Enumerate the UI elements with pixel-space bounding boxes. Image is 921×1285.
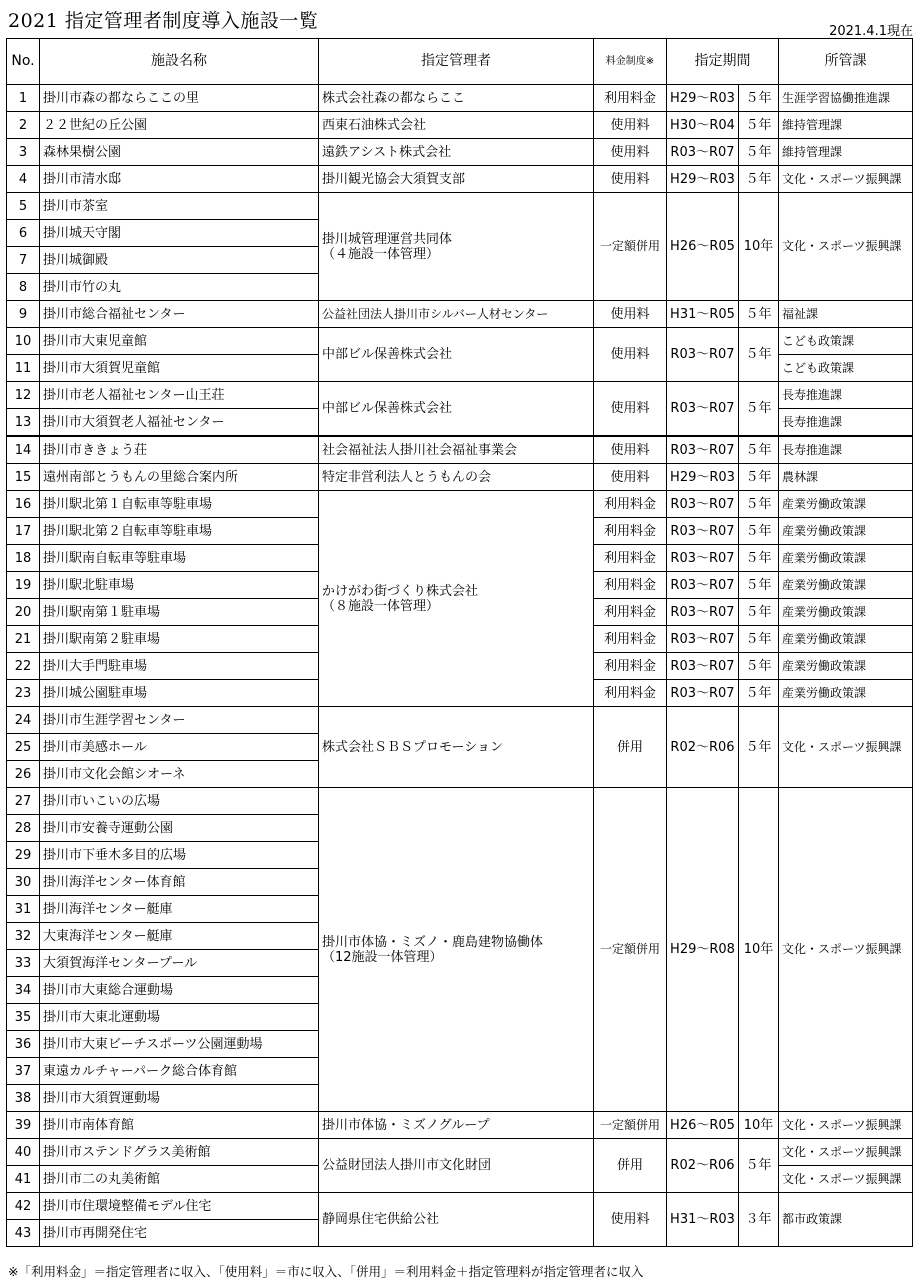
department: 福祉課 bbox=[779, 301, 913, 328]
facility-name: 掛川市森の都ならここの里 bbox=[40, 85, 319, 112]
row-no: 15 bbox=[7, 464, 40, 491]
facility-name: 掛川市下垂木多目的広場 bbox=[40, 842, 319, 869]
table-row bbox=[7, 464, 913, 491]
period-range: R03～R07 bbox=[667, 599, 739, 626]
row-no: 39 bbox=[7, 1112, 40, 1139]
period-range: R02～R06 bbox=[667, 1139, 739, 1193]
facility-name: 掛川市大須賀老人福祉センター bbox=[40, 409, 319, 437]
facility-name: 掛川駅北第１自転車等駐車場 bbox=[40, 491, 319, 518]
period-range: R03～R07 bbox=[667, 653, 739, 680]
period-years: ５年 bbox=[739, 328, 779, 382]
table-row bbox=[7, 1112, 913, 1139]
period-range: H30～R04 bbox=[667, 112, 739, 139]
fee-system: 利用料金 bbox=[594, 599, 667, 626]
period-range: R03～R07 bbox=[667, 328, 739, 382]
row-no: 27 bbox=[7, 788, 40, 815]
department: 産業労働政策課 bbox=[779, 518, 913, 545]
row-no: 1 bbox=[7, 85, 40, 112]
department: 農林課 bbox=[779, 464, 913, 491]
table-row bbox=[7, 707, 913, 734]
facility-name: 森林果樹公園 bbox=[40, 139, 319, 166]
facility-name: 掛川駅南第２駐車場 bbox=[40, 626, 319, 653]
department: 文化・スポーツ振興課 bbox=[779, 707, 913, 788]
fee-system: 使用料 bbox=[594, 166, 667, 193]
department: 長寿推進課 bbox=[779, 409, 913, 437]
row-no: 12 bbox=[7, 382, 40, 409]
manager-name: 中部ビル保善株式会社 bbox=[319, 328, 594, 382]
period-years: ５年 bbox=[739, 599, 779, 626]
row-no: 33 bbox=[7, 950, 40, 977]
row-no: 23 bbox=[7, 680, 40, 707]
period-range: H26～R05 bbox=[667, 1112, 739, 1139]
period-years: ５年 bbox=[739, 545, 779, 572]
row-no: 29 bbox=[7, 842, 40, 869]
row-no: 43 bbox=[7, 1220, 40, 1247]
department: 文化・スポーツ振興課 bbox=[779, 1166, 913, 1193]
period-range: R02～R06 bbox=[667, 707, 739, 788]
period-years: ５年 bbox=[739, 518, 779, 545]
department: 文化・スポーツ振興課 bbox=[779, 193, 913, 301]
manager-name: 公益社団法人掛川市シルバー人材センター bbox=[319, 301, 594, 328]
fee-system: 利用料金 bbox=[594, 545, 667, 572]
manager-name: 静岡県住宅供給公社 bbox=[319, 1193, 594, 1247]
department: 維持管理課 bbox=[779, 112, 913, 139]
facility-name: 掛川市いこいの広場 bbox=[40, 788, 319, 815]
manager-name: 掛川観光協会大須賀支部 bbox=[319, 166, 594, 193]
row-no: 16 bbox=[7, 491, 40, 518]
period-years: ５年 bbox=[739, 707, 779, 788]
manager-name-group bbox=[319, 491, 594, 707]
department: 産業労働政策課 bbox=[779, 653, 913, 680]
fee-system: 利用料金 bbox=[594, 85, 667, 112]
facility-name: 掛川大手門駐車場 bbox=[40, 653, 319, 680]
period-years: ５年 bbox=[739, 436, 779, 464]
row-no: 2 bbox=[7, 112, 40, 139]
table-row bbox=[7, 166, 913, 193]
row-no: 19 bbox=[7, 572, 40, 599]
fee-system: 一定額併用 bbox=[594, 193, 667, 301]
period-years: 10年 bbox=[739, 788, 779, 1112]
facility-name: 掛川市大東ビーチスポーツ公園運動場 bbox=[40, 1031, 319, 1058]
facility-name: 掛川市大東北運動場 bbox=[40, 1004, 319, 1031]
facility-name: 掛川駅北第２自転車等駐車場 bbox=[40, 518, 319, 545]
department: 文化・スポーツ振興課 bbox=[779, 788, 913, 1112]
department: 産業労働政策課 bbox=[779, 572, 913, 599]
row-no: 42 bbox=[7, 1193, 40, 1220]
department: 文化・スポーツ振興課 bbox=[779, 1139, 913, 1166]
facility-name: 掛川海洋センター体育館 bbox=[40, 869, 319, 896]
department: こども政策課 bbox=[779, 328, 913, 355]
period-range: R03～R07 bbox=[667, 491, 739, 518]
period-years: ５年 bbox=[739, 166, 779, 193]
period-range: H26～R05 bbox=[667, 193, 739, 301]
manager-note: （12施設一体管理） bbox=[322, 949, 443, 965]
manager-note: （８施設一体管理） bbox=[322, 598, 440, 614]
fee-system: 使用料 bbox=[594, 328, 667, 382]
facility-name: ２２世紀の丘公園 bbox=[40, 112, 319, 139]
manager-name: 特定非営利法人とうもんの会 bbox=[319, 464, 594, 491]
table-row bbox=[7, 328, 913, 355]
facility-name: 掛川市再開発住宅 bbox=[40, 1220, 319, 1247]
row-no: 28 bbox=[7, 815, 40, 842]
row-no: 26 bbox=[7, 761, 40, 788]
fee-system: 利用料金 bbox=[594, 491, 667, 518]
facility-name: 大東海洋センター艇庫 bbox=[40, 923, 319, 950]
table-row bbox=[7, 491, 913, 518]
row-no: 35 bbox=[7, 1004, 40, 1031]
department: 産業労働政策課 bbox=[779, 680, 913, 707]
department: 文化・スポーツ振興課 bbox=[779, 1112, 913, 1139]
manager-name-group bbox=[319, 788, 594, 1112]
fee-system: 使用料 bbox=[594, 112, 667, 139]
period-range: R03～R07 bbox=[667, 572, 739, 599]
table-row bbox=[7, 139, 913, 166]
manager-name: 株式会社森の都ならここ bbox=[319, 85, 594, 112]
fee-system: 使用料 bbox=[594, 464, 667, 491]
manager-name: 株式会社ＳＢＳプロモーション bbox=[319, 707, 594, 788]
fee-system: 利用料金 bbox=[594, 653, 667, 680]
department: 産業労働政策課 bbox=[779, 599, 913, 626]
table-row bbox=[7, 193, 913, 220]
table-row bbox=[7, 436, 913, 464]
row-no: 38 bbox=[7, 1085, 40, 1112]
facility-name: 遠州南部とうもんの里総合案内所 bbox=[40, 464, 319, 491]
row-no: 9 bbox=[7, 301, 40, 328]
row-no: 13 bbox=[7, 409, 40, 437]
facility-name: 掛川市老人福祉センター山王荘 bbox=[40, 382, 319, 409]
department: 文化・スポーツ振興課 bbox=[779, 166, 913, 193]
row-no: 5 bbox=[7, 193, 40, 220]
department: 産業労働政策課 bbox=[779, 545, 913, 572]
facility-name: 掛川市大東児童館 bbox=[40, 328, 319, 355]
facility-name: 掛川駅南第１駐車場 bbox=[40, 599, 319, 626]
manager-name: 中部ビル保善株式会社 bbox=[319, 382, 594, 437]
manager-name: 西東石油株式会社 bbox=[319, 112, 594, 139]
period-years: ３年 bbox=[739, 1193, 779, 1247]
manager-name: 掛川市体協・ミズノ・鹿島建物協働体 bbox=[322, 934, 544, 950]
fee-system: 使用料 bbox=[594, 301, 667, 328]
manager-name: 公益財団法人掛川市文化財団 bbox=[319, 1139, 594, 1193]
facility-name: 掛川市竹の丸 bbox=[40, 274, 319, 301]
department: 維持管理課 bbox=[779, 139, 913, 166]
row-no: 41 bbox=[7, 1166, 40, 1193]
period-range: R03～R07 bbox=[667, 518, 739, 545]
row-no: 30 bbox=[7, 869, 40, 896]
facility-name: 東遠カルチャーパーク総合体育館 bbox=[40, 1058, 319, 1085]
row-no: 6 bbox=[7, 220, 40, 247]
period-range: H29～R03 bbox=[667, 464, 739, 491]
facility-name: 掛川市文化会館シオーネ bbox=[40, 761, 319, 788]
table-row bbox=[7, 301, 913, 328]
fee-system: 使用料 bbox=[594, 436, 667, 464]
fee-system: 利用料金 bbox=[594, 626, 667, 653]
row-no: 24 bbox=[7, 707, 40, 734]
row-no: 20 bbox=[7, 599, 40, 626]
period-years: ５年 bbox=[739, 139, 779, 166]
table-row bbox=[7, 788, 913, 815]
facility-name: 掛川駅南自転車等駐車場 bbox=[40, 545, 319, 572]
table-row bbox=[7, 1139, 913, 1166]
fee-system: 併用 bbox=[594, 1139, 667, 1193]
period-years: ５年 bbox=[739, 85, 779, 112]
period-years: 10年 bbox=[739, 1112, 779, 1139]
row-no: 37 bbox=[7, 1058, 40, 1085]
facility-name: 掛川市大須賀児童館 bbox=[40, 355, 319, 382]
period-years: ５年 bbox=[739, 653, 779, 680]
department: 産業労働政策課 bbox=[779, 491, 913, 518]
facility-name: 掛川駅北駐車場 bbox=[40, 572, 319, 599]
facility-name: 大須賀海洋センタープール bbox=[40, 950, 319, 977]
department: こども政策課 bbox=[779, 355, 913, 382]
facility-name: 掛川市生涯学習センター bbox=[40, 707, 319, 734]
header-dept: 所管課 bbox=[779, 39, 913, 85]
row-no: 14 bbox=[7, 436, 40, 464]
period-range: H31～R03 bbox=[667, 1193, 739, 1247]
period-years: ５年 bbox=[739, 382, 779, 437]
period-range: R03～R07 bbox=[667, 545, 739, 572]
header-fee: 料金制度※ bbox=[594, 39, 667, 85]
facility-name: 掛川海洋センター艇庫 bbox=[40, 896, 319, 923]
row-no: 21 bbox=[7, 626, 40, 653]
facility-name: 掛川市安養寺運動公園 bbox=[40, 815, 319, 842]
period-range: H29～R03 bbox=[667, 166, 739, 193]
row-no: 25 bbox=[7, 734, 40, 761]
facility-name: 掛川市総合福祉センター bbox=[40, 301, 319, 328]
facility-name: 掛川城天守閣 bbox=[40, 220, 319, 247]
row-no: 32 bbox=[7, 923, 40, 950]
manager-name: 遠鉄アシスト株式会社 bbox=[319, 139, 594, 166]
fee-system: 使用料 bbox=[594, 382, 667, 437]
fee-system: 併用 bbox=[594, 707, 667, 788]
facility-name: 掛川市二の丸美術館 bbox=[40, 1166, 319, 1193]
period-range: R03～R07 bbox=[667, 436, 739, 464]
row-no: 4 bbox=[7, 166, 40, 193]
period-years: ５年 bbox=[739, 626, 779, 653]
row-no: 18 bbox=[7, 545, 40, 572]
department: 長寿推進課 bbox=[779, 382, 913, 409]
manager-note: （４施設一体管理） bbox=[322, 246, 440, 262]
row-no: 40 bbox=[7, 1139, 40, 1166]
row-no: 11 bbox=[7, 355, 40, 382]
row-no: 36 bbox=[7, 1031, 40, 1058]
manager-name-group bbox=[319, 193, 594, 301]
row-no: 22 bbox=[7, 653, 40, 680]
manager-name: 社会福祉法人掛川社会福祉事業会 bbox=[319, 436, 594, 464]
row-no: 7 bbox=[7, 247, 40, 274]
fee-system: 利用料金 bbox=[594, 680, 667, 707]
period-years: ５年 bbox=[739, 680, 779, 707]
fee-system: 使用料 bbox=[594, 1193, 667, 1247]
table-row bbox=[7, 85, 913, 112]
fee-system: 一定額併用 bbox=[594, 1112, 667, 1139]
period-range: R03～R07 bbox=[667, 680, 739, 707]
header-facility: 施設名称 bbox=[40, 39, 319, 85]
period-range: H29～R03 bbox=[667, 85, 739, 112]
row-no: 8 bbox=[7, 274, 40, 301]
facility-name: 掛川市清水邸 bbox=[40, 166, 319, 193]
facility-name: 掛川市大東総合運動場 bbox=[40, 977, 319, 1004]
manager-name: 掛川城管理運営共同体 bbox=[322, 231, 453, 247]
row-no: 34 bbox=[7, 977, 40, 1004]
table-row bbox=[7, 382, 913, 409]
facility-name: 掛川市ステンドグラス美術館 bbox=[40, 1139, 319, 1166]
footnote: ※「利用料金」＝指定管理者に収入、「使用料」＝市に収入、「併用」＝利用料金＋指定管理料が指定管理者に収入 bbox=[8, 1264, 644, 1279]
as-of-date: 2021.4.1現在 bbox=[829, 24, 913, 39]
period-range: H31～R05 bbox=[667, 301, 739, 328]
fee-system: 利用料金 bbox=[594, 572, 667, 599]
department: 長寿推進課 bbox=[779, 436, 913, 464]
table-row bbox=[7, 112, 913, 139]
department: 産業労働政策課 bbox=[779, 626, 913, 653]
period-years: ５年 bbox=[739, 112, 779, 139]
facility-name: 掛川城御殿 bbox=[40, 247, 319, 274]
manager-name: かけがわ街づくり株式会社 bbox=[322, 583, 479, 599]
period-years: ５年 bbox=[739, 301, 779, 328]
header-no: No. bbox=[7, 39, 40, 85]
facility-name: 掛川市住環境整備モデル住宅 bbox=[40, 1193, 319, 1220]
row-no: 10 bbox=[7, 328, 40, 355]
header-manager: 指定管理者 bbox=[319, 39, 594, 85]
facility-name: 掛川市茶室 bbox=[40, 193, 319, 220]
row-no: 3 bbox=[7, 139, 40, 166]
department: 都市政策課 bbox=[779, 1193, 913, 1247]
table-row bbox=[7, 1193, 913, 1220]
facility-table bbox=[6, 38, 913, 1247]
facility-name: 掛川市ききょう荘 bbox=[40, 436, 319, 464]
row-no: 17 bbox=[7, 518, 40, 545]
period-range: R03～R07 bbox=[667, 626, 739, 653]
department: 生涯学習協働推進課 bbox=[779, 85, 913, 112]
period-years: ５年 bbox=[739, 572, 779, 599]
header-period: 指定期間 bbox=[667, 39, 779, 85]
period-years: ５年 bbox=[739, 464, 779, 491]
period-range: R03～R07 bbox=[667, 139, 739, 166]
period-years: 10年 bbox=[739, 193, 779, 301]
period-years: ５年 bbox=[739, 491, 779, 518]
period-range: R03～R07 bbox=[667, 382, 739, 437]
facility-name: 掛川城公園駐車場 bbox=[40, 680, 319, 707]
period-range: H29～R08 bbox=[667, 788, 739, 1112]
header-row bbox=[7, 39, 913, 85]
fee-system: 一定額併用 bbox=[594, 788, 667, 1112]
page-title: 2021 指定管理者制度導入施設一覧 bbox=[8, 10, 319, 32]
period-years: ５年 bbox=[739, 1139, 779, 1193]
row-no: 31 bbox=[7, 896, 40, 923]
facility-name: 掛川市美感ホール bbox=[40, 734, 319, 761]
facility-name: 掛川市南体育館 bbox=[40, 1112, 319, 1139]
fee-system: 利用料金 bbox=[594, 518, 667, 545]
manager-name: 掛川市体協・ミズノグループ bbox=[319, 1112, 594, 1139]
fee-system: 使用料 bbox=[594, 139, 667, 166]
facility-name: 掛川市大須賀運動場 bbox=[40, 1085, 319, 1112]
